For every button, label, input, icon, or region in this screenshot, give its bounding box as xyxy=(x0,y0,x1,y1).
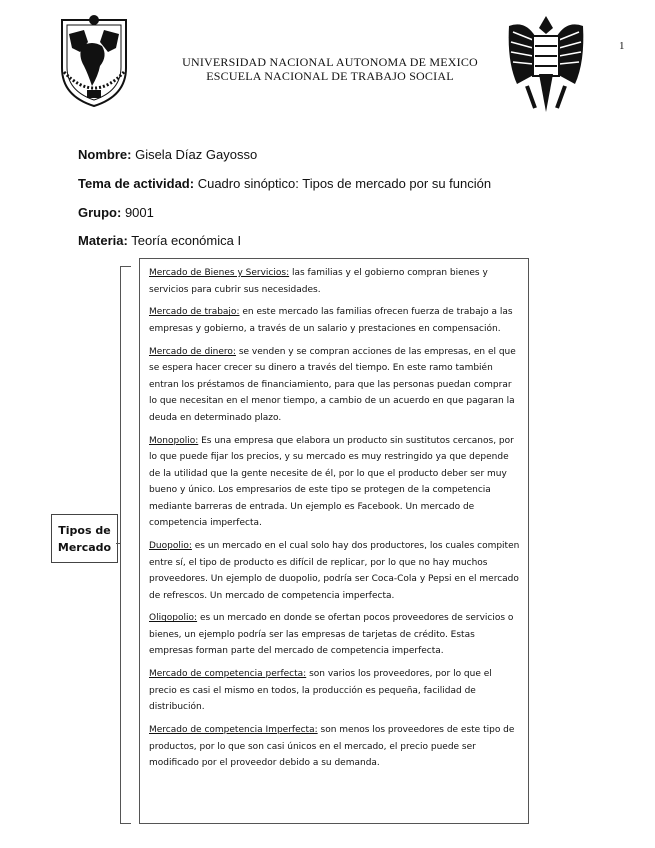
nombre-value: Gisela Díaz Gayosso xyxy=(135,147,258,162)
subject-line xyxy=(78,233,241,248)
market-types-box xyxy=(139,258,529,824)
market-item xyxy=(149,433,520,532)
market-item xyxy=(149,538,520,604)
market-description: en este mercado las familias ofrecen fuerza de trabajo a las empresas y gobierno, a través de un salario y prestaciones en compensación. xyxy=(149,307,513,334)
market-item xyxy=(149,265,520,298)
institution-header xyxy=(140,55,520,83)
grupo-label: Grupo: xyxy=(78,205,122,220)
market-description: es un mercado en donde se ofertan pocos proveedores de servicios o bienes, un ejemplo podría ser las empresas de tarjetas de crédito. Estas empresas forman parte del mercado de competencia imperfecta. xyxy=(149,613,514,657)
market-term: Monopolio: xyxy=(149,435,199,446)
university-name: UNIVERSIDAD NACIONAL AUTONOMA DE MEXICO xyxy=(182,55,478,69)
market-description: son menos los proveedores de este tipo de productos, por lo que son casi únicos en el mercado, el precio puede ser modificado por el proveedor debido a su demanda. xyxy=(149,725,515,769)
market-term: Duopolio: xyxy=(149,541,192,552)
tema-label: Tema de actividad: xyxy=(78,176,195,191)
market-item xyxy=(149,344,520,427)
market-term: Oligopolio: xyxy=(149,613,198,624)
group-line xyxy=(78,205,154,220)
market-description: Es una empresa que elabora un producto sin sustitutos cercanos, por lo que puede fijar los precios, y su mercado es muy restringido ya que depende de la utilidad que la gente necesite de él, por lo que el producto deber ser muy bueno y único. Los empresarios de este tipo se protegen de la competencia mediante barreras de entrada. Un ejemplo es Facebook. Un mercado de competencia imperfecta. xyxy=(149,435,514,529)
unam-seal-logo xyxy=(54,12,134,108)
root-label-line1: Tipos de xyxy=(58,523,111,537)
materia-value: Teoría económica I xyxy=(131,233,242,248)
market-description: es un mercado en el cual solo hay dos productores, los cuales compiten entre sí, el tipo de producto es difícil de replicar, por lo que no hay muchos proveedores. Un ejemplo de duopolio, podría ser Coca-Cola y Pepsi en el mercado de refrescos. Un mercado de competencia imperfecta. xyxy=(149,541,520,601)
market-term: Mercado de competencia perfecta: xyxy=(149,669,307,680)
tema-value: Cuadro sinóptico: Tipos de mercado por su función xyxy=(197,176,492,191)
market-description: las familias y el gobierno compran bienes y servicios para cubrir sus necesidades. xyxy=(149,268,488,295)
market-term: Mercado de competencia Imperfecta: xyxy=(149,725,318,736)
market-item xyxy=(149,610,520,660)
market-description: se venden y se compran acciones de las empresas, en el que se espera hacer crecer su dinero a través del tiempo. En este ramo también entran los préstamos de financiamiento, para que las personas puedan comprar lo que necesitan en el menor tiempo, a cambio de un acuerdo en que pagaran la deuda en determinado plazo. xyxy=(149,346,516,423)
market-term: Mercado de dinero: xyxy=(149,346,236,357)
root-label-line2: Mercado xyxy=(57,540,112,554)
activity-topic-line xyxy=(78,176,491,191)
student-name-line xyxy=(78,147,257,162)
market-item xyxy=(149,666,520,716)
market-item xyxy=(149,722,520,772)
market-term: Mercado de trabajo: xyxy=(149,307,240,318)
diagram-root-label xyxy=(51,514,118,563)
market-item xyxy=(149,304,520,337)
market-term: Mercado de Bienes y Servicios: xyxy=(149,268,290,278)
school-name: ESCUELA NACIONAL DE TRABAJO SOCIAL xyxy=(206,69,454,83)
materia-label: Materia: xyxy=(78,233,128,248)
synoptic-bracket xyxy=(120,266,131,824)
grupo-value: 9001 xyxy=(124,205,154,220)
market-description: son varios los proveedores, por lo que el precio es casi el mismo en todos, la producción es pequeña, facilidad de distribución. xyxy=(149,669,492,713)
nombre-label: Nombre: xyxy=(78,147,132,162)
page-number: 1 xyxy=(619,40,625,52)
